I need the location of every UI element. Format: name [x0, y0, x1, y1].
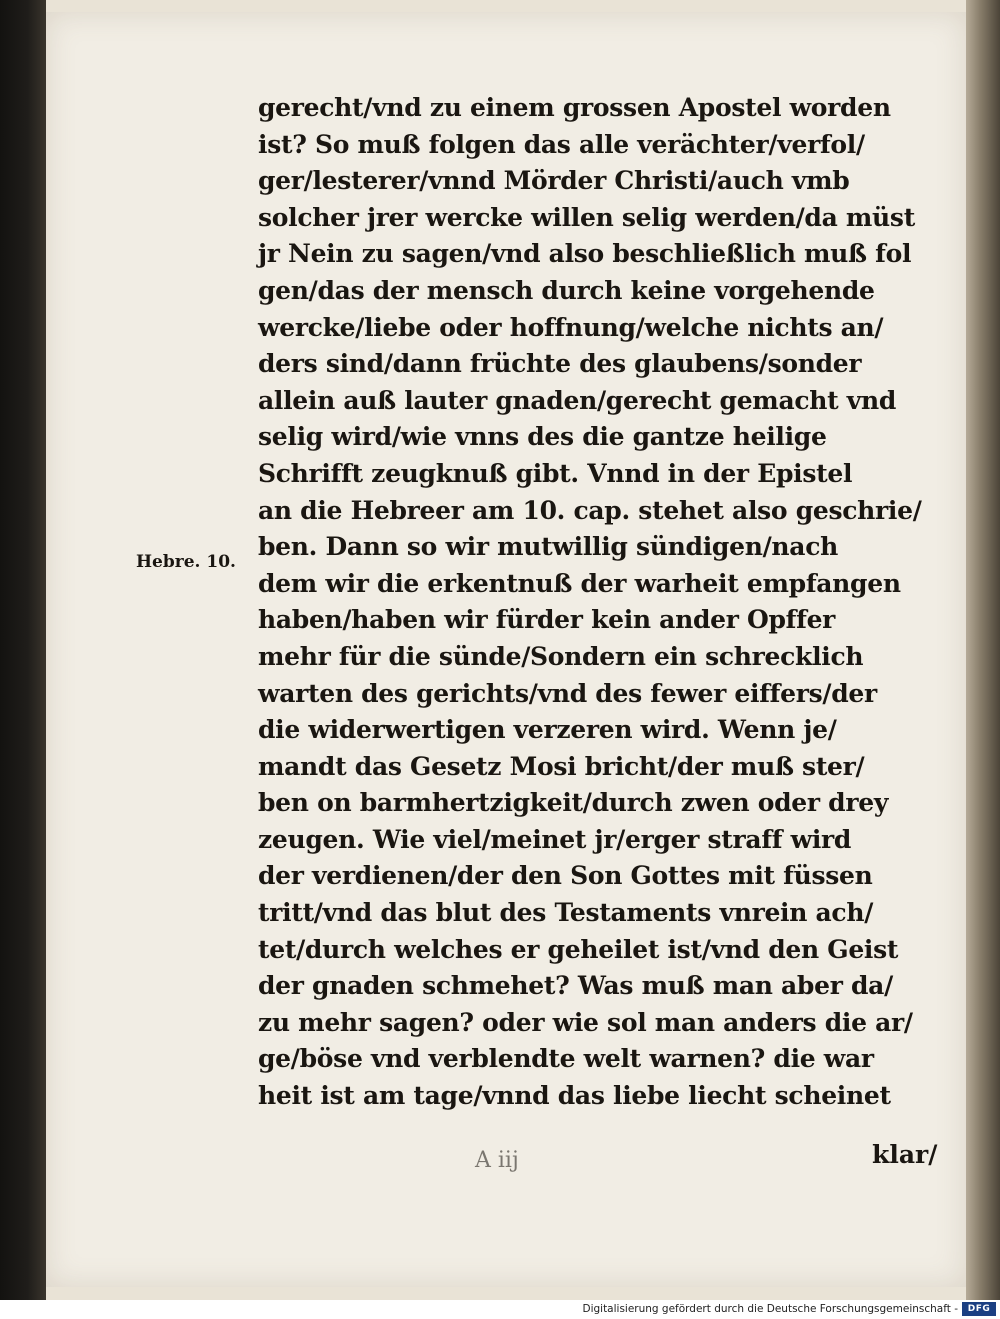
text-line: haben/haben wir fürder kein ander Opffer [258, 605, 836, 635]
text-line: allein auß lauter gnaden/gerecht gemacht vnd [258, 385, 897, 415]
text-line: jr Nein zu sagen/vnd also beschließlich muß fol [258, 239, 912, 269]
text-line: warten des gerichts/vnd des fewer eiffers/der [258, 678, 877, 708]
page-edge [966, 0, 1000, 1300]
text-line: ben on barmhertzigkeit/durch zwen oder drey [258, 788, 889, 818]
text-line: Schrifft zeugknuß gibt. Vnnd in der Epistel [258, 458, 853, 488]
text-line: ger/lesterer/vnnd Mörder Christi/auch vmb [258, 166, 850, 196]
text-line: heit ist am tage/vnnd das liebe liecht scheinet [258, 1081, 891, 1111]
signature-mark: A iij [475, 1148, 519, 1173]
text-line: zu mehr sagen? oder wie sol man anders die ar/ [258, 1007, 913, 1037]
text-line: ben. Dann so wir mutwillig sündigen/nach [258, 532, 838, 562]
catchword: klar/ [872, 1140, 938, 1169]
text-line: tritt/vnd das blut des Testaments vnrein ach/ [258, 898, 874, 928]
margin-reference-note: Hebre. 10. [136, 552, 236, 572]
text-line: gen/das der mensch durch keine vorgehende [258, 275, 875, 305]
text-line: der gnaden schmehet? Was muß man aber da/ [258, 971, 893, 1001]
dfg-logo-icon: DFG [962, 1302, 996, 1316]
text-line: mehr für die sünde/Sondern ein schrecklich [258, 641, 864, 671]
text-line: solcher jrer wercke willen selig werden/da müst [258, 202, 915, 232]
text-line: dem wir die erkentnuß der warheit empfangen [258, 568, 901, 598]
text-line: ist? So muß folgen das alle verächter/verfol/ [258, 129, 865, 159]
text-line: ge/böse vnd verblendte welt warnen? die war [258, 1044, 874, 1074]
funding-credit: Digitalisierung gefördert durch die Deutsche Forschungsgemeinschaft - [582, 1303, 958, 1315]
text-line: an die Hebreer am 10. cap. stehet also geschrie/ [258, 495, 922, 525]
book-spine [0, 0, 46, 1300]
text-line: die widerwertigen verzeren wird. Wenn je/ [258, 715, 837, 745]
text-line: gerecht/vnd zu einem grossen Apostel worden [258, 93, 891, 122]
text-line: selig wird/wie vnns des die gantze heilige [258, 422, 827, 452]
body-text [258, 90, 958, 1115]
text-line: zeugen. Wie viel/meinet jr/erger straff wird [258, 824, 852, 854]
text-line: tet/durch welches er geheilet ist/vnd den Geist [258, 934, 899, 964]
text-line: mandt das Gesetz Mosi bricht/der muß ster/ [258, 751, 865, 781]
digitization-footer [0, 1300, 1000, 1319]
text-line: wercke/liebe oder hoffnung/welche nichts an/ [258, 312, 884, 342]
text-line: ders sind/dann früchte des glaubens/sonder [258, 349, 862, 379]
text-line: der verdienen/der den Son Gottes mit füssen [258, 861, 873, 891]
